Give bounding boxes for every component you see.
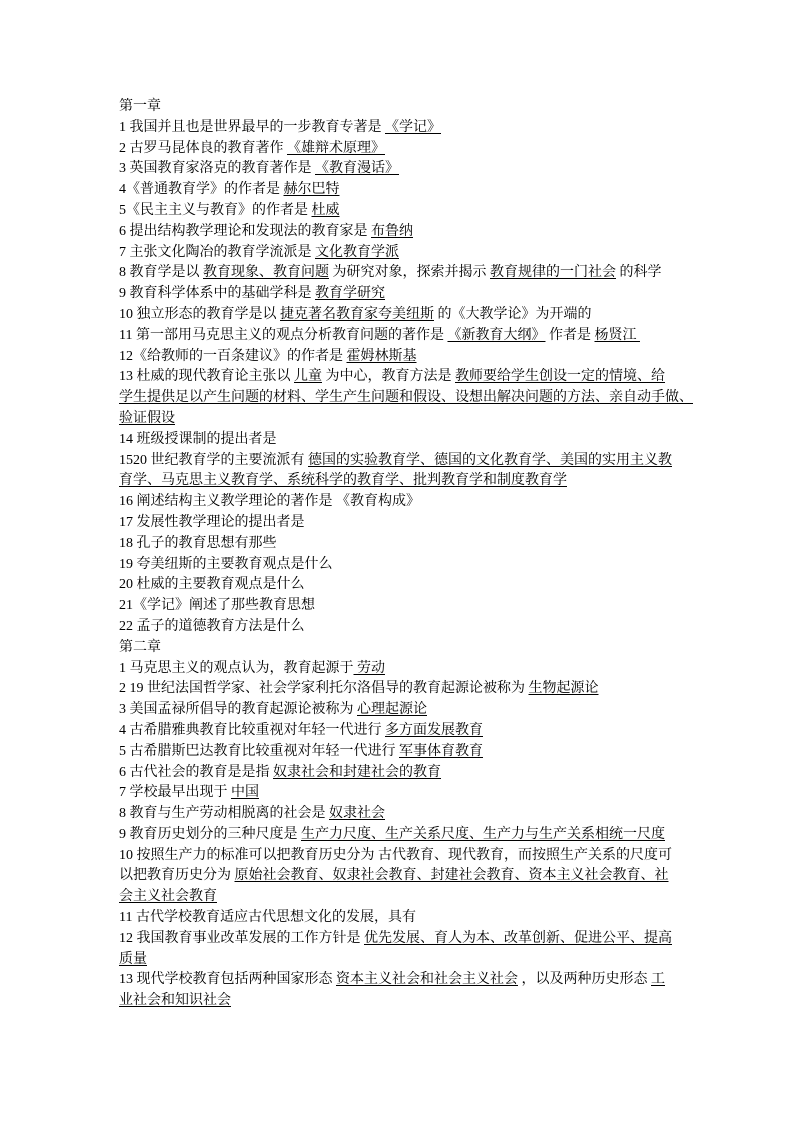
answer-text: 会主义社会教育 — [119, 889, 217, 905]
question-item — [119, 451, 719, 493]
answer-text: 德国的实验教育学、德国的文化教育学、美国的实用主义教 — [308, 452, 672, 468]
question-item — [119, 970, 719, 1012]
text-line — [119, 451, 719, 472]
question-text: 13 杜威的现代教育论主张以 — [119, 369, 294, 385]
answer-text: 学生提供足以产生问题的材料、学生产生问题和假设、设想出解决问题的方法、亲自动手做、 — [119, 390, 693, 406]
question-item — [119, 180, 719, 201]
question-text: 8 教育学是以 — [119, 265, 203, 281]
answer-text: 布鲁纳 — [371, 223, 413, 239]
question-text: 2 19 世纪法国哲学家、社会学家利托尔洛倡导的教育起源论被称为 — [119, 681, 529, 697]
answer-text: 教育现象、教育问题 — [203, 265, 329, 281]
question-text: 16 阐述结构主义教学理论的著作是 《教育构成》 — [119, 494, 420, 510]
answer-text: 奴隶社会和封建社会的教育 — [273, 764, 441, 780]
question-item — [119, 159, 719, 180]
question-item — [119, 347, 719, 368]
question-text: 17 发展性教学理论的提出者是 — [119, 514, 305, 530]
question-item — [119, 763, 719, 784]
text-line — [119, 679, 719, 700]
answer-text: 文化教育学派 — [315, 244, 399, 260]
question-item — [119, 222, 719, 243]
text-line — [119, 950, 719, 971]
question-item — [119, 430, 719, 451]
text-line — [119, 430, 719, 451]
question-text: 1 马克思主义的观点认为，教育起源于 — [119, 660, 354, 676]
question-item — [119, 118, 719, 139]
document-page — [119, 97, 719, 1012]
question-text: 14 班级授课制的提出者是 — [119, 431, 277, 447]
text-line — [119, 201, 719, 222]
answer-text: 工 — [651, 972, 665, 988]
question-text: 21《学记》阐述了那些教育思想 — [119, 598, 315, 614]
answer-text: 生物起源论 — [528, 681, 599, 697]
text-line — [119, 846, 719, 867]
answer-text: 劳动 — [353, 660, 385, 676]
question-text: 18 孔子的教育思想有那些 — [119, 535, 277, 551]
question-text: 3 英国教育家洛克的教育著作是 — [119, 161, 315, 177]
text-line — [119, 908, 719, 929]
question-item — [119, 700, 719, 721]
text-line — [119, 347, 719, 368]
question-text: 6 古代社会的教育是是指 — [119, 764, 273, 780]
answer-text: 《新教育大纲》 — [447, 327, 546, 343]
question-text: 以把教育历史分为 — [119, 868, 235, 884]
answer-text: 优先发展、育人为本、改革创新、促进公平、提高 — [364, 930, 672, 946]
question-item — [119, 326, 719, 347]
question-text: 8 教育与生产劳动相脱离的社会是 — [119, 806, 329, 822]
question-text: 4 古希腊雅典教育比较重视对年轻一代进行 — [119, 722, 385, 738]
question-item — [119, 139, 719, 160]
question-text: 1520 世纪教育学的主要流派有 — [119, 452, 308, 468]
chapter-heading: 第二章 — [119, 639, 161, 655]
text-line — [119, 243, 719, 264]
text-line — [119, 991, 719, 1012]
text-line — [119, 742, 719, 763]
answer-text: 育学、马克思主义教育学、系统科学的教育学、批判教育学和制度教育学 — [119, 473, 567, 489]
answer-text: 业社会和知识社会 — [119, 993, 231, 1009]
answer-text: 儿童 — [294, 369, 322, 385]
question-text: 9 教育科学体系中的基础学科是 — [119, 286, 315, 302]
question-item — [119, 534, 719, 555]
question-text: 3 美国孟禄所倡导的教育起源论被称为 — [119, 702, 357, 718]
answer-text: 中国 — [231, 785, 259, 801]
answer-text: 验证假设 — [119, 410, 175, 426]
question-item — [119, 555, 719, 576]
answer-text: 多方面发展教育 — [385, 722, 483, 738]
question-text: 11 第一部用马克思主义的观点分析教育问题的著作是 — [119, 327, 448, 343]
question-text: 5 古希腊斯巴达教育比较重视对年轻一代进行 — [119, 743, 399, 759]
question-text: 10 独立形态的教育学是以 — [119, 306, 280, 322]
answer-text: 《学记》 — [385, 119, 441, 135]
answer-text: 《雄辩术原理》 — [287, 140, 385, 156]
question-text: 的科学 — [616, 265, 662, 281]
text-line — [119, 159, 719, 180]
text-line — [119, 534, 719, 555]
question-item — [119, 908, 719, 929]
text-line — [119, 929, 719, 950]
text-line — [119, 721, 719, 742]
question-item — [119, 929, 719, 971]
text-line — [119, 305, 719, 326]
question-item — [119, 721, 719, 742]
question-text: 6 提出结构教学理论和发现法的教育家是 — [119, 223, 371, 239]
question-item — [119, 783, 719, 804]
question-item — [119, 575, 719, 596]
answer-text: 奴隶社会 — [329, 806, 385, 822]
text-line — [119, 180, 719, 201]
text-line — [119, 866, 719, 887]
text-line — [119, 887, 719, 908]
question-text: 7 学校最早出现于 — [119, 785, 231, 801]
question-text: 12《给教师的一百条建议》的作者是 — [119, 348, 347, 364]
text-line — [119, 700, 719, 721]
text-line — [119, 492, 719, 513]
question-text: 20 杜威的主要教育观点是什么 — [119, 577, 305, 593]
question-item — [119, 825, 719, 846]
text-line — [119, 367, 719, 388]
answer-text: 赫尔巴特 — [283, 182, 340, 198]
answer-text: 质量 — [119, 951, 147, 967]
question-item — [119, 742, 719, 763]
answer-text: 生产力尺度、生产关系尺度、生产力与生产关系相统一尺度 — [301, 826, 665, 842]
question-text: 12 我国教育事业改革发展的工作方针是 — [119, 930, 364, 946]
question-text: 作者是 — [545, 327, 595, 343]
answer-text: 原始社会教育、奴隶社会教育、封建社会教育、资本主义社会教育、社 — [234, 868, 669, 884]
answer-text: 军事体育教育 — [399, 743, 483, 759]
text-line — [119, 471, 719, 492]
text-line — [119, 783, 719, 804]
question-text: 4《普通教育学》的作者是 — [119, 182, 284, 198]
text-line — [119, 118, 719, 139]
text-line — [119, 326, 719, 347]
question-text: 7 主张文化陶冶的教育学流派是 — [119, 244, 315, 260]
question-item — [119, 679, 719, 700]
text-line — [119, 763, 719, 784]
question-text: 2 古罗马昆体良的教育著作 — [119, 140, 287, 156]
question-text: 的《大教学论》为开端的 — [434, 306, 592, 322]
question-text: 为中心，教育方法是 — [322, 369, 455, 385]
question-text: 11 古代学校教育适应古代思想文化的发展，具有 — [119, 910, 416, 926]
text-line — [119, 617, 719, 638]
text-line — [119, 409, 719, 430]
question-item — [119, 243, 719, 264]
answer-text: 捷克著名教育家夸美纽斯 — [280, 306, 434, 322]
answer-text: 《教育漫话》 — [315, 161, 399, 177]
text-line — [119, 575, 719, 596]
chapter-heading: 第一章 — [119, 99, 161, 114]
question-text: ，以及两种历史形态 — [518, 972, 651, 988]
question-item — [119, 284, 719, 305]
text-line — [119, 388, 719, 409]
answer-text: 心理起源论 — [357, 702, 427, 718]
text-line — [119, 555, 719, 576]
question-item — [119, 659, 719, 680]
question-text: 19 夸美纽斯的主要教育观点是什么 — [119, 556, 333, 572]
answer-text: 杜威 — [311, 202, 340, 218]
question-text: 1 我国并且也是世界最早的一步教育专著是 — [119, 119, 385, 135]
question-text: 13 现代学校教育包括两种国家形态 — [119, 972, 336, 988]
question-item — [119, 617, 719, 638]
question-item — [119, 513, 719, 534]
answer-text: 资本主义社会和社会主义社会 — [336, 972, 518, 988]
question-text: 5《民主主义与教育》的作者是 — [119, 202, 312, 218]
question-item — [119, 596, 719, 617]
text-line — [119, 804, 719, 825]
chapter-section — [119, 638, 719, 1012]
question-text: 9 教育历史划分的三种尺度是 — [119, 826, 301, 842]
question-text: 为研究对象，探索并揭示 — [329, 265, 490, 281]
text-line — [119, 596, 719, 617]
question-item — [119, 804, 719, 825]
question-item — [119, 201, 719, 222]
question-item — [119, 305, 719, 326]
answer-text: 教师要给学生创设一定的情境、给 — [455, 369, 665, 385]
text-line — [119, 659, 719, 680]
answer-text: 霍姆林斯基 — [346, 348, 417, 364]
question-item — [119, 492, 719, 513]
text-line — [119, 970, 719, 991]
question-text: 10 按照生产力的标准可以把教育历史分为 古代教育、现代教育，而按照生产关系的尺度可 — [119, 847, 672, 863]
text-line — [119, 284, 719, 305]
question-text: 22 孟子的道德教育方法是什么 — [119, 618, 305, 634]
chapter-section — [119, 97, 719, 638]
text-line — [119, 513, 719, 534]
text-line — [119, 825, 719, 846]
answer-text: 教育规律的一门社会 — [490, 265, 616, 281]
question-item — [119, 367, 719, 429]
question-item — [119, 263, 719, 284]
answer-text: 教育学研究 — [315, 286, 385, 302]
text-line — [119, 222, 719, 243]
text-line — [119, 263, 719, 284]
question-item — [119, 846, 719, 908]
answer-text: 杨贤江 — [594, 327, 640, 343]
text-line — [119, 139, 719, 160]
